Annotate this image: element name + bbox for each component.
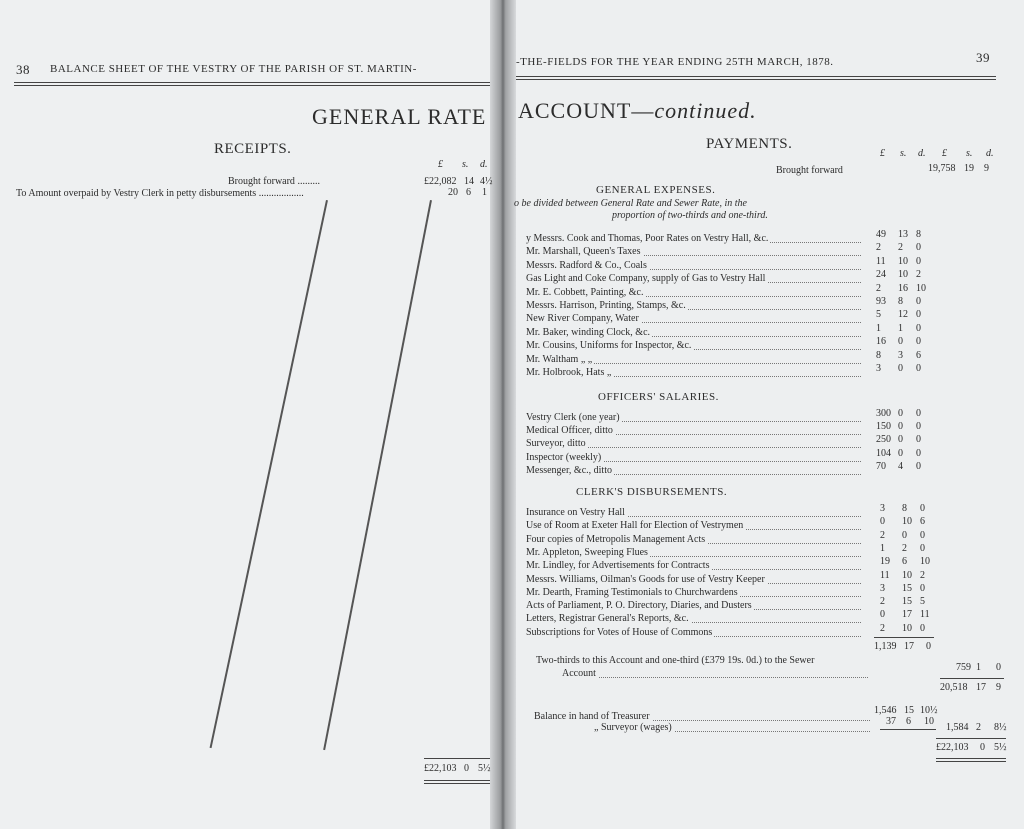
clerk-disbursement-label: Letters, Registrar General's Reports, &c. [526,613,689,625]
grand-total-rule-bottom-2 [936,761,1006,762]
clerk-disbursement-pence: 0 [920,542,925,554]
clerk-disbursement-label: Mr. Lindley, for Advertisements for Contracts [526,560,710,572]
general-expense-shillings: 1 [898,322,903,334]
general-expenses-heading: GENERAL EXPENSES. [596,184,716,196]
clerk-disbursement-row [526,507,861,519]
officer-salary-shillings: 0 [898,434,903,446]
general-expense-pence: 0 [916,322,921,334]
general-expense-label: Gas Light and Coke Company, supply of Gas to Vestry Hall [526,273,766,285]
balance-total-pence: 8½ [994,722,1007,733]
general-expense-label: New River Company, Water [526,313,639,325]
clerk-disbursement-shillings: 0 [902,529,907,541]
officer-salary-row [526,412,861,424]
general-expense-pence: 0 [916,296,921,307]
running-total-pence: 9 [996,682,1001,693]
clerk-disbursement-pence: 0 [920,622,925,634]
clerk-disbursement-shillings: 10 [902,569,912,581]
officer-salary-row [526,465,861,477]
general-expense-pounds: 93 [876,296,886,307]
clerk-disbursement-shillings: 2 [902,542,907,554]
officer-salary-pounds: 70 [876,460,886,472]
clerk-disbursement-row [526,600,861,612]
surveyor-wages-pounds: 37 [886,716,896,727]
clerks-subtotal-pence: 0 [926,641,931,652]
officer-salary-row [526,425,861,437]
receipts-brought-forward-label: Brought forward ......... [228,176,320,187]
payments-bf-shillings: 19 [964,163,974,174]
general-expense-shillings: 13 [898,229,908,240]
receipts-bf-shillings: 14 [464,176,474,187]
officer-salary-pounds: 250 [876,434,891,446]
balance-treasurer-shillings: 15 [904,705,914,716]
general-expense-row [526,273,861,285]
officer-salary-pounds: 104 [876,447,891,459]
clerk-disbursement-shillings: 15 [902,582,912,594]
general-expense-row [526,367,861,379]
clerk-disbursement-label: Insurance on Vestry Hall [526,507,625,518]
grand-total-shillings: 0 [980,742,985,753]
general-expense-pence: 2 [916,269,921,281]
general-expense-shillings: 2 [898,242,903,254]
clerk-disbursement-pence: 6 [920,516,925,528]
clerk-disbursement-label: Mr. Dearth, Framing Testimonials to Churchwardens [526,586,738,598]
receipts-overpaid-label: To Amount overpaid by Vestry Clerk in petty disbursements .................. [16,188,304,199]
grand-total-rule-bottom [936,758,1006,759]
book-gutter [490,0,516,829]
general-expense-pounds: 24 [876,269,886,281]
general-expense-pounds: 49 [876,229,886,240]
general-expense-label: y Messrs. Cook and Thomas, Poor Rates on Vestry Hall, &c. [526,233,769,244]
receipts-overpaid-pence: 1 [482,187,487,198]
clerk-disbursement-pence: 0 [920,582,925,594]
clerk-disbursement-pounds: 1 [880,542,885,554]
receipts-overpaid-shillings: 6 [466,187,471,198]
clerk-disbursement-row [526,574,861,586]
header-rule-left [14,82,490,83]
clerk-disbursement-shillings: 6 [902,556,907,568]
clerk-disbursement-pounds: 0 [880,516,885,528]
balance-treasurer-row: Balance in hand of Treasurer [534,711,870,723]
receipts-total-pounds: £22,103 [424,763,457,774]
running-total-pounds: 20,518 [940,682,968,693]
clerk-disbursement-pounds: 2 [880,529,885,541]
payments-brought-forward-label: Brought forward [776,165,843,176]
clerks-subtotal-shillings: 17 [904,641,914,652]
header-rule-right [516,76,996,77]
general-expense-shillings: 8 [898,296,903,307]
general-expense-pounds: 8 [876,349,881,361]
clerk-disbursement-shillings: 15 [902,596,912,608]
left-page-number: 38 [16,62,30,77]
pay-col-pounds-2: £ [942,148,947,159]
payments-bf-pence: 9 [984,163,989,174]
general-expense-label: Mr. Baker, winding Clock, &c. [526,326,651,338]
clerks-subtotal-pounds: 1,139 [874,641,897,652]
officer-salary-label: Messenger, &c., ditto [526,464,612,476]
general-expense-pence: 0 [916,255,921,267]
general-expense-pounds: 16 [876,336,886,348]
balance-treasurer-pence: 10½ [920,705,938,716]
clerk-disbursement-row [526,520,861,532]
general-expense-label: Mr. E. Cobbett, Painting, &c. [526,286,644,298]
general-expense-label: Mr. Waltham „ „ [526,353,593,365]
officer-salary-pence: 0 [916,434,921,446]
clerk-disbursement-label: Subscriptions for Votes of House of Commons [526,626,713,638]
surveyor-wages-shillings: 6 [906,716,911,727]
general-expense-pounds: 1 [876,322,881,334]
receipts-heading: RECEIPTS. [214,141,292,157]
general-expense-row [526,313,861,325]
balance-subtotal-rule [880,729,936,730]
general-expense-row [526,287,861,299]
officer-salary-shillings: 4 [898,460,903,472]
running-total-shillings: 17 [976,682,986,693]
general-expense-shillings: 0 [898,363,903,374]
officer-salary-label: Inspector (weekly) [526,451,602,463]
general-expense-pence: 10 [916,282,926,294]
general-expense-pence: 8 [916,229,921,240]
general-expense-pence: 0 [916,242,921,254]
receipts-bf-pounds: £22,082 [424,176,457,187]
officer-salary-shillings: 0 [898,421,903,433]
general-expense-shillings: 12 [898,309,908,321]
clerk-disbursement-label: Use of Room at Exeter Hall for Election of Vestrymen [526,520,744,532]
officer-salary-label: Vestry Clerk (one year) [526,412,620,423]
clerk-disbursement-row [526,587,861,599]
officer-salary-pounds: 300 [876,408,891,419]
clerk-disbursement-pence: 10 [920,556,930,568]
two-thirds-pounds: 759 [956,662,971,673]
right-running-title: -THE-FIELDS FOR THE YEAR ENDING 25TH MARCH, 1878. [516,56,834,68]
general-expense-pence: 0 [916,336,921,348]
officer-salary-shillings: 0 [898,447,903,459]
pay-col-shillings-2: s. [966,148,973,159]
general-expenses-note-1: o be divided between General Rate and Sewer Rate, in the [514,198,747,209]
clerk-disbursement-pounds: 0 [880,609,885,621]
account-title-right: ACCOUNT—continued. [518,98,757,123]
officer-salary-pence: 0 [916,447,921,459]
receipts-bf-pence: 4½ [480,176,493,187]
pay-col-pence-1: d. [918,148,926,159]
general-expense-pounds: 11 [876,255,886,267]
general-expense-label: Messrs. Radford & Co., Coals [526,259,647,271]
general-expense-pence: 0 [916,309,921,321]
general-expense-row [526,260,861,272]
clerk-disbursement-row [526,613,861,625]
grand-total-rule-top [936,738,1006,739]
clerk-disbursement-shillings: 10 [902,622,912,634]
clerk-disbursement-pounds: 3 [880,503,885,514]
balance-total-shillings: 2 [976,722,981,733]
clerk-disbursement-row [526,627,861,639]
two-thirds-label-1: Two-thirds to this Account and one-third (£379 19s. 0d.) to the Sewer [536,655,815,666]
grand-total-pence: 5½ [994,742,1007,753]
general-expense-row [526,300,861,312]
account-title-left: GENERAL RATE [312,104,487,129]
general-expense-row [526,327,861,339]
receipts-col-pence: d. [480,159,488,170]
clerk-disbursement-pounds: 19 [880,556,890,568]
clerk-disbursement-label: Messrs. Williams, Oilman's Goods for use of Vestry Keeper [526,573,765,585]
header-rule-left-2 [14,85,490,86]
clerk-disbursement-pounds: 11 [880,569,890,581]
clerk-disbursement-pounds: 2 [880,596,885,608]
general-expense-label: Mr. Marshall, Queen's Taxes [526,246,641,258]
payments-heading: PAYMENTS. [706,136,793,152]
clerk-disbursement-pence: 0 [920,503,925,514]
clerk-disbursement-row [526,547,861,559]
officers-salaries-heading: OFFICERS' SALARIES. [598,391,719,403]
clerk-disbursement-pence: 0 [920,529,925,541]
officer-salary-pence: 0 [916,421,921,433]
general-expense-shillings: 10 [898,255,908,267]
general-expense-label: Mr. Cousins, Uniforms for Inspector, &c. [526,340,692,352]
clerks-disbursements-heading: CLERK'S DISBURSEMENTS. [576,486,728,498]
clerk-disbursement-shillings: 17 [902,609,912,621]
two-thirds-label-2-row: Account [562,668,868,680]
clerk-disbursement-pence: 11 [920,609,930,621]
general-expense-pounds: 2 [876,282,881,294]
surveyor-wages-pence: 10 [924,716,934,727]
balance-treasurer-pounds: 1,546 [874,705,897,716]
officer-salary-row [526,452,861,464]
general-expense-pence: 0 [916,363,921,374]
general-expense-label: Mr. Holbrook, Hats „ [526,367,612,378]
officer-salary-pence: 0 [916,460,921,472]
general-expense-pounds: 3 [876,363,881,374]
general-expense-shillings: 0 [898,336,903,348]
clerk-disbursement-label: Four copies of Metropolis Management Acts [526,533,706,545]
general-expense-row [526,246,861,258]
general-expense-shillings: 3 [898,349,903,361]
officer-salary-pounds: 150 [876,421,891,433]
receipts-col-pounds: £ [438,159,443,170]
general-expense-pounds: 5 [876,309,881,321]
running-total-rule [940,678,1004,679]
clerk-disbursement-shillings: 8 [902,503,907,514]
clerk-disbursement-shillings: 10 [902,516,912,528]
general-expense-label: Messrs. Harrison, Printing, Stamps, &c. [526,300,686,311]
officer-salary-shillings: 0 [898,408,903,419]
balance-total-pounds: 1,584 [946,722,969,733]
receipts-total-rule-bottom-2 [424,783,490,784]
general-expense-shillings: 16 [898,282,908,294]
grand-total-pounds: £22,103 [936,742,969,753]
clerk-disbursement-pence: 2 [920,569,925,581]
pay-col-pounds-1: £ [880,148,885,159]
general-expense-row [526,233,861,245]
clerk-disbursement-label: Acts of Parliament, P. O. Directory, Diaries, and Dusters [526,600,752,612]
two-thirds-shillings: 1 [976,662,981,673]
clerk-disbursement-label: Mr. Appleton, Sweeping Flues [526,546,648,558]
two-thirds-pence: 0 [996,662,1001,673]
receipts-total-rule-bottom [424,780,490,781]
receipts-col-shillings: s. [462,159,469,170]
officer-salary-label: Surveyor, ditto [526,438,586,450]
general-expense-row [526,354,861,366]
general-expenses-note-2: proportion of two-thirds and one-third. [612,210,768,221]
receipts-total-pence: 5½ [478,763,491,774]
officer-salary-row [526,438,861,450]
right-page-number: 39 [976,50,990,65]
general-expense-pounds: 2 [876,242,881,254]
clerk-disbursement-row [526,560,861,572]
general-expense-pence: 6 [916,349,921,361]
general-expense-row [526,340,861,352]
header-rule-right-2 [516,79,996,80]
receipts-overpaid-pounds: 20 [448,187,458,198]
clerk-disbursement-pence: 5 [920,596,925,608]
surveyor-wages-row: „ Surveyor (wages) [594,722,870,734]
clerk-disbursement-row [526,534,861,546]
officer-salary-pence: 0 [916,408,921,419]
pay-col-shillings-1: s. [900,148,907,159]
pay-col-pence-2: d. [986,148,994,159]
officer-salary-label: Medical Officer, ditto [526,425,613,437]
clerk-disbursement-pounds: 3 [880,582,885,594]
payments-bf-pounds: 19,758 [928,163,956,174]
receipts-total-rule-top [424,758,490,759]
clerks-subtotal-rule [874,637,934,638]
left-running-title: BALANCE SHEET OF THE VESTRY OF THE PARISH OF ST. MARTIN- [50,63,417,75]
receipts-total-shillings: 0 [464,763,469,774]
clerk-disbursement-pounds: 2 [880,622,885,634]
general-expense-shillings: 10 [898,269,908,281]
